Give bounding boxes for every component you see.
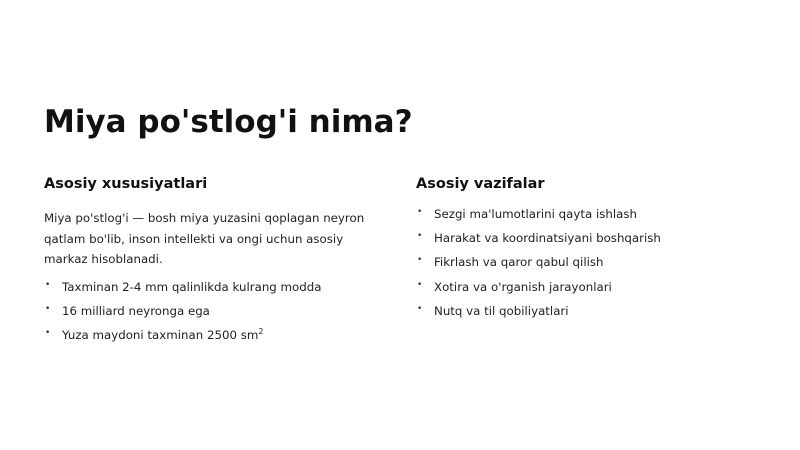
list-item-text: Fikrlash va qaror qabul qilish [434,255,604,270]
list-item-text: Nutq va til qobiliyatlari [434,303,569,318]
list-item-text: Xotira va o'rganish jarayonlari [434,279,612,294]
bullet-icon: • [45,303,51,314]
left-column-heading: Asosiy xususiyatlari [44,176,208,192]
right-column [416,174,761,327]
list-item [416,303,761,319]
bullet-icon: • [45,327,51,338]
list-item [416,230,761,246]
slide-title: Miya po'stlog'i nima? [44,104,413,140]
list-item-text: 16 milliard neyronga ega [62,303,210,318]
bullet-icon: • [417,255,423,266]
bullet-icon: • [417,279,423,290]
list-item [416,279,761,295]
list-item [416,206,761,222]
left-column-paragraph: Miya po'stlog'i — bosh miya yuzasini qoplagan neyron qatlam bo'lib, inson intellekti va ongi uchun asosiy markaz hisoblanadi. [44,211,365,266]
list-item [44,327,389,343]
bullet-icon: • [417,303,423,314]
bullet-icon: • [417,231,423,242]
list-item [44,279,389,295]
list-item [44,303,389,319]
left-bullet-list [44,279,389,343]
list-item-text: Sezgi ma'lumotlarini qayta ishlash [434,207,637,221]
list-item-text: Yuza maydoni taxminan 2500 sm [62,327,259,342]
right-column-heading: Asosiy vazifalar [416,176,545,192]
left-column [44,174,389,351]
list-item-text: Taxminan 2-4 mm qalinlikda kulrang modda [62,279,322,294]
list-item-text: Harakat va koordinatsiyani boshqarish [434,231,661,246]
list-item [416,254,761,270]
superscript-text: 2 [258,326,264,336]
bullet-icon: • [417,207,423,217]
bullet-icon: • [45,279,51,290]
right-bullet-list [416,206,761,319]
